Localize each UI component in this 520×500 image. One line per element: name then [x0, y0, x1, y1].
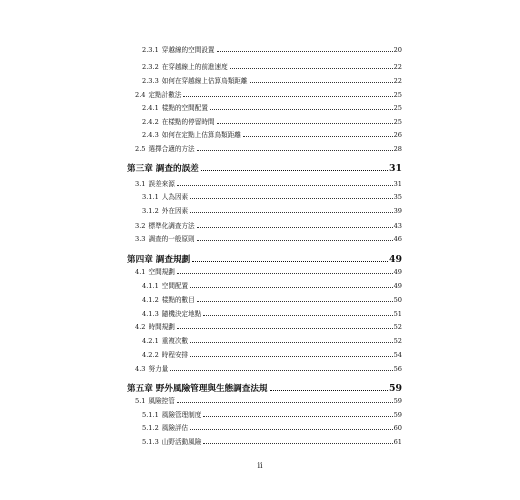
toc-entry-title: 在樣點的停留時間 — [161, 118, 215, 126]
dot-leader — [201, 169, 388, 171]
toc-page-number: 26 — [393, 131, 402, 139]
toc-entry[interactable] — [142, 351, 402, 360]
toc-entry[interactable] — [142, 411, 402, 420]
toc-entry-number: 2.4.2 — [142, 118, 159, 126]
dot-leader — [177, 184, 393, 186]
dot-leader — [197, 149, 393, 151]
toc-entry-number: 2.4.1 — [142, 104, 159, 112]
toc-entry-title: 時間規劃 — [148, 323, 175, 331]
toc-page-number: 51 — [393, 310, 402, 318]
toc-entry[interactable] — [142, 77, 402, 86]
toc-entry-number: 5.1.2 — [142, 424, 159, 432]
toc-page-number: 59 — [388, 383, 402, 394]
toc-entry-title: 如何在定點上估算鳥類距離 — [161, 131, 241, 139]
toc-page-number: 49 — [393, 268, 402, 276]
toc-entry-title: 調查的誤差 — [155, 164, 199, 174]
toc-entry-title: 樣點的空間配置 — [161, 104, 208, 112]
toc-entry-label — [135, 323, 175, 332]
toc-entry-title: 時程安排 — [161, 351, 189, 359]
dot-leader — [170, 369, 392, 371]
toc-entry-label — [142, 411, 201, 420]
toc-entry[interactable] — [135, 91, 402, 100]
toc-entry-number: 4.2.1 — [142, 337, 159, 345]
toc-entry-number: 2.4.3 — [142, 131, 159, 139]
toc-entry-label — [135, 222, 195, 231]
dot-leader — [203, 442, 392, 444]
toc-page-number: 31 — [393, 180, 402, 188]
dot-leader — [190, 197, 392, 199]
toc-chapter-entry[interactable] — [127, 163, 402, 175]
toc-entry[interactable] — [142, 438, 402, 447]
toc-page-number: 54 — [393, 351, 402, 359]
toc-entry-number: 3.1.2 — [142, 207, 159, 215]
toc-page-number: 39 — [393, 207, 402, 215]
toc-entry-number: 2.5 — [135, 145, 146, 153]
toc-entry-label — [135, 397, 175, 406]
toc-entry-label — [135, 145, 195, 154]
toc-entry-number: 3.1 — [135, 180, 146, 188]
toc-entry[interactable] — [142, 131, 402, 140]
toc-entry[interactable] — [142, 46, 402, 55]
toc-entry-label — [142, 46, 215, 55]
toc-entry[interactable] — [135, 180, 402, 189]
toc-entry-label — [142, 104, 208, 113]
toc-entry-title: 風險控管 — [148, 397, 175, 405]
toc-entry-number: 第五章 — [127, 384, 153, 394]
toc-entry-label — [142, 193, 188, 202]
toc-entry-title: 選擇合適的方法 — [148, 145, 195, 153]
toc-page-number: 61 — [393, 438, 402, 446]
toc-entry[interactable] — [142, 193, 402, 202]
toc-page-number: 20 — [393, 46, 402, 54]
toc-entry-label — [142, 207, 188, 216]
dot-leader — [190, 355, 392, 357]
dot-leader — [230, 67, 393, 69]
dot-leader — [250, 81, 393, 83]
toc-entry-title: 空間規劃 — [148, 268, 175, 276]
toc-page-number: 52 — [393, 323, 402, 331]
toc-entry-label — [135, 268, 175, 277]
toc-entry-number: 3.1.1 — [142, 193, 159, 201]
toc-entry-number: 3.2 — [135, 222, 146, 230]
toc-entry-title: 在穿越線上的前進速度 — [161, 63, 228, 71]
toc-entry[interactable] — [142, 104, 402, 113]
toc-entry-label — [135, 91, 181, 100]
toc-entry-title: 調查規劃 — [155, 255, 191, 265]
toc-entry-number: 第四章 — [127, 255, 153, 265]
toc-entry-label — [142, 351, 188, 360]
dot-leader — [192, 260, 388, 262]
toc-page-number: 46 — [393, 235, 402, 243]
toc-entry[interactable] — [142, 63, 402, 72]
toc-page-number: 49 — [393, 282, 402, 290]
toc-entry-label — [142, 118, 215, 127]
toc-page-number: 35 — [393, 193, 402, 201]
toc-entry-number: 4.1.1 — [142, 282, 159, 290]
toc-entry-title: 標準化調查方法 — [148, 222, 195, 230]
toc-chapter-entry[interactable] — [127, 254, 402, 266]
dot-leader — [177, 401, 393, 403]
toc-page-number: 52 — [393, 337, 402, 345]
toc-entry-title: 風險評估 — [161, 424, 189, 432]
toc-page-number: 50 — [393, 296, 402, 304]
toc-entry[interactable] — [142, 118, 402, 127]
dot-leader — [197, 239, 393, 241]
dot-leader — [270, 389, 388, 391]
page-number-footer: ii — [257, 461, 263, 470]
dot-leader — [177, 327, 393, 329]
toc-entry-title: 風險管理制度 — [161, 411, 202, 419]
toc-entry-title: 外在因素 — [161, 207, 189, 215]
dot-leader — [177, 272, 393, 274]
toc-entry[interactable] — [135, 145, 402, 154]
toc-entry-title: 定點計數法 — [148, 91, 182, 99]
toc-page-number: 25 — [393, 91, 402, 99]
toc-page-number: 60 — [393, 424, 402, 432]
toc-chapter-entry[interactable] — [127, 383, 402, 395]
toc-page-number: 59 — [393, 411, 402, 419]
toc-entry-label — [142, 77, 248, 86]
toc-entry-title: 誤差來源 — [148, 180, 175, 188]
dot-leader — [197, 300, 393, 302]
toc-entry-title: 努力量 — [148, 365, 169, 373]
toc-entry[interactable] — [142, 310, 402, 319]
toc-entry-label — [142, 63, 228, 72]
toc-page-number: 25 — [393, 104, 402, 112]
dot-leader — [190, 286, 392, 288]
toc-entry[interactable] — [135, 323, 402, 332]
toc-entry-label — [127, 384, 268, 395]
toc-page-number: 25 — [393, 118, 402, 126]
toc-entry[interactable] — [135, 222, 402, 231]
toc-entry-title: 野外風險管理與生態調查法規 — [155, 384, 268, 394]
toc-entry-number: 5.1.3 — [142, 438, 159, 446]
dot-leader — [190, 341, 392, 343]
toc-entry-number: 3.3 — [135, 235, 146, 243]
toc-entry[interactable] — [135, 365, 402, 374]
toc-entry-number: 4.1.2 — [142, 296, 159, 304]
toc-entry[interactable] — [135, 235, 402, 244]
toc-page-number: 59 — [393, 397, 402, 405]
toc-entry-number: 2.3.2 — [142, 63, 159, 71]
toc-entry-number: 2.3.1 — [142, 46, 159, 54]
toc-page-number: 31 — [388, 163, 402, 174]
toc-page-number: 56 — [393, 365, 402, 373]
toc-entry[interactable] — [142, 424, 402, 433]
dot-leader — [203, 415, 392, 417]
toc-entry-label — [135, 235, 195, 244]
toc-entry-label — [142, 310, 201, 319]
toc-entry-number: 第三章 — [127, 164, 153, 174]
toc-page-number: 28 — [393, 145, 402, 153]
toc-entry-title: 調查的一般原則 — [148, 235, 195, 243]
toc-entry-label — [142, 424, 188, 433]
toc-page-number: 49 — [388, 254, 402, 265]
dot-leader — [197, 226, 393, 228]
toc-entry-number: 2.4 — [135, 91, 146, 99]
toc-entry-label — [127, 164, 199, 175]
toc-entry-number: 5.1 — [135, 397, 146, 405]
dot-leader — [217, 50, 393, 52]
toc-entry-title: 如何在穿越線上估算鳥類距離 — [161, 77, 248, 85]
toc-entry-title: 山野活動風險 — [161, 438, 202, 446]
dot-leader — [217, 122, 393, 124]
toc-entry-label — [142, 131, 241, 140]
toc-entry-number: 5.1.1 — [142, 411, 159, 419]
toc-entry-label — [135, 365, 168, 374]
toc-entry-label — [142, 337, 188, 346]
dot-leader — [203, 314, 392, 316]
toc-entry-number: 4.2 — [135, 323, 146, 331]
dot-leader — [243, 135, 393, 137]
toc-entry-number: 2.3.3 — [142, 77, 159, 85]
toc-entry-label — [142, 438, 201, 447]
toc-page-number: 22 — [393, 77, 402, 85]
toc-entry-title: 空間配置 — [161, 282, 189, 290]
dot-leader — [190, 428, 392, 430]
toc-entry-label — [142, 282, 188, 291]
toc-page-number: 43 — [393, 222, 402, 230]
toc-entry-label — [142, 296, 195, 305]
toc-entry-number: 4.3 — [135, 365, 146, 373]
toc-entry-title: 樣點的數目 — [161, 296, 195, 304]
toc-entry[interactable] — [142, 337, 402, 346]
dot-leader — [183, 95, 392, 97]
toc-entry[interactable] — [142, 282, 402, 291]
toc-entry-title: 隨機決定地點 — [161, 310, 202, 318]
toc-entry-number: 4.1 — [135, 268, 146, 276]
toc-entry-number: 4.1.3 — [142, 310, 159, 318]
toc-entry[interactable] — [142, 296, 402, 305]
toc-page-number: 22 — [393, 63, 402, 71]
toc-entry-title: 重複次數 — [161, 337, 189, 345]
toc-entry-label — [135, 180, 175, 189]
toc-entry[interactable] — [135, 397, 402, 406]
toc-entry-title: 穿越線的空間設置 — [161, 46, 215, 54]
toc-entry-label — [127, 255, 190, 266]
toc-entry-title: 人為因素 — [161, 193, 189, 201]
dot-leader — [190, 211, 392, 213]
toc-entry[interactable] — [142, 207, 402, 216]
dot-leader — [210, 108, 393, 110]
toc-entry-number: 4.2.2 — [142, 351, 159, 359]
toc-entry[interactable] — [135, 268, 402, 277]
